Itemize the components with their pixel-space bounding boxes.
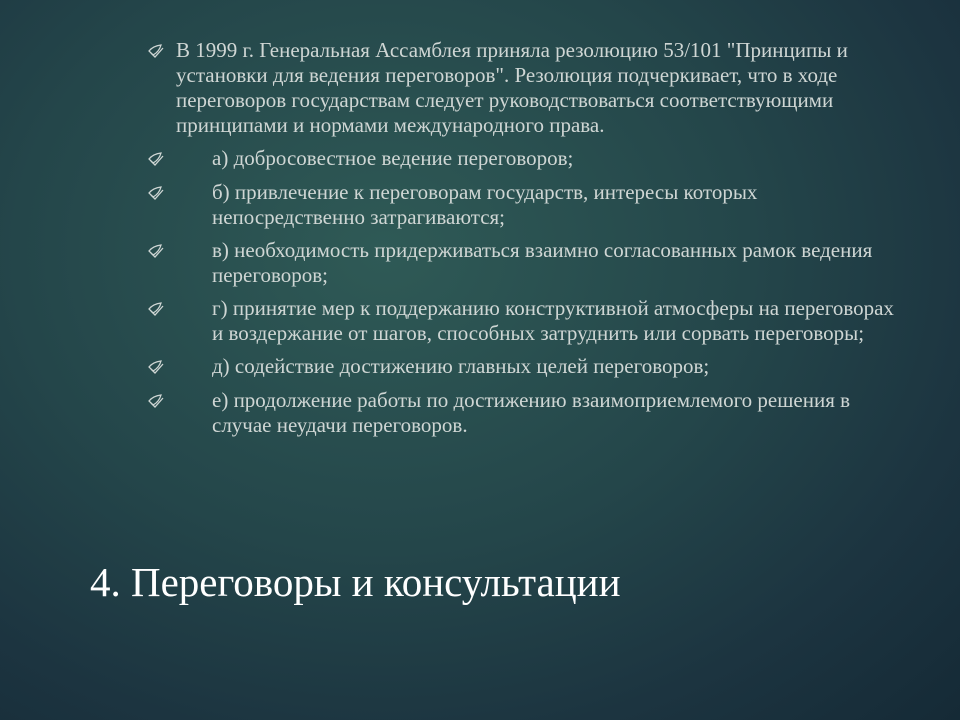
list-item (148, 146, 908, 172)
leaf-check-icon (148, 38, 176, 64)
list-item-text: б) привлечение к переговорам государств, интересы которых непосредственно затрагиваются; (212, 180, 758, 229)
leaf-check-icon (148, 238, 212, 264)
list-item-text: В 1999 г. Генеральная Ассамблея приняла резолюцию 53/101 "Принципы и установки для ведения переговоров". Резолюция подчеркивает, что в ходе переговоров государствам следует руководствоваться соответствующими принципами и нормами международного права. (176, 38, 848, 137)
leaf-check-icon (148, 180, 212, 206)
list-item-text: е) продолжение работы по достижению взаимоприемлемого решения в случае неудачи переговоров. (212, 388, 851, 437)
list-item-text: а) добросовестное ведение переговоров; (212, 146, 574, 170)
list-item (148, 354, 908, 380)
bullet-list (148, 38, 908, 446)
list-item (148, 388, 908, 438)
leaf-check-icon (148, 354, 212, 380)
leaf-check-icon (148, 388, 212, 414)
list-item-text: д) содействие достижению главных целей переговоров; (212, 354, 710, 378)
list-item (148, 296, 908, 346)
leaf-check-icon (148, 296, 212, 322)
slide-title: 4. Переговоры и консультации (90, 559, 621, 605)
leaf-check-icon (148, 146, 212, 172)
list-item-text: г) принятие мер к поддержанию конструктивной атмосферы на переговорах и воздержание от шагов, способных затруднить или сорвать переговоры; (212, 296, 894, 345)
list-item (148, 180, 908, 230)
list-item-text: в) необходимость придерживаться взаимно согласованных рамок ведения переговоров; (212, 238, 873, 287)
list-item (148, 38, 908, 138)
list-item (148, 238, 908, 288)
